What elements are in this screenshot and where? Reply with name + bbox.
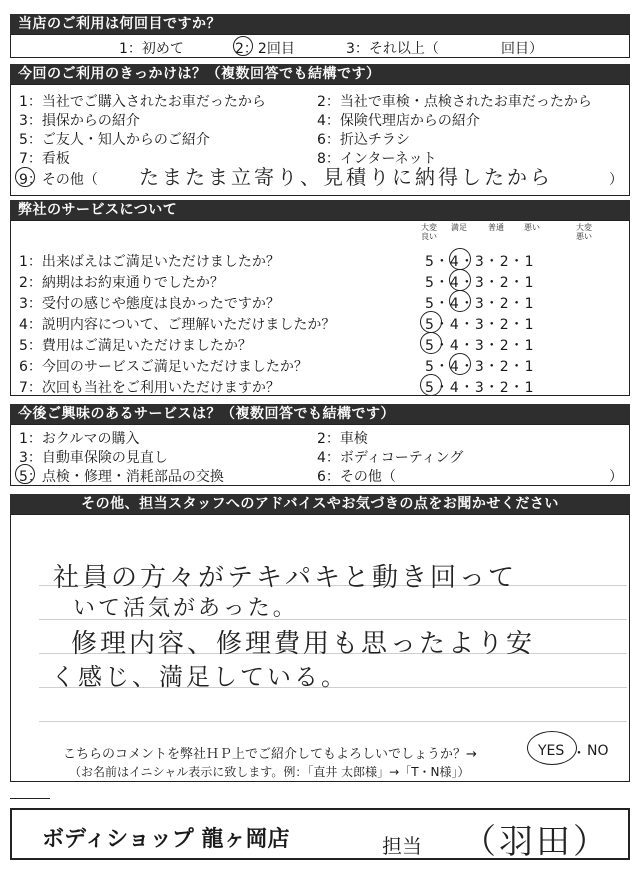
q2-option-5[interactable]: 5：ご友人・知人からのご紹介 (19, 132, 210, 148)
q4-option-6[interactable]: 6：その他（ (317, 469, 396, 485)
q4-option-2[interactable]: 2：車検 (317, 431, 368, 447)
scale-label-3: 普通 (488, 223, 504, 232)
comments-box (10, 514, 630, 782)
q2-header: 今回のご利用のきっかけは？（複数回答でも結構です） (10, 64, 630, 84)
q1-option-2[interactable]: 2：2回目 (235, 41, 295, 57)
comment-line-4: く感じ、満足している。 (51, 663, 348, 691)
q3-item-6-circle (449, 353, 471, 375)
q1-header: 当店のご利用は何回目ですか？ (10, 14, 630, 34)
q3-item-7: 7：次回も当社をご利用いただけますか？ (19, 380, 280, 396)
q3-item-6: 6：今回のサービスご満足いただけましたか？ (19, 359, 308, 375)
publish-no[interactable]: NO (587, 743, 609, 759)
q2-selected-circle (15, 167, 35, 187)
q3-box (10, 220, 630, 396)
q3-item-6-scale[interactable]: 5・4・3・2・1 (425, 359, 535, 375)
q3-item-2-circle (449, 269, 471, 291)
q3-item-4: 4：説明内容について、ご理解いただけましたか？ (19, 317, 336, 333)
q2-option-7[interactable]: 7：看板 (19, 151, 70, 167)
comments-header: その他、担当スタッフへのアドバイスやお気づきの点をお聞かせください (10, 494, 630, 514)
q2-option-3[interactable]: 3：損保からの紹介 (19, 113, 140, 129)
scale-label-4: 満足 (451, 223, 467, 232)
footer-top-line (10, 798, 50, 799)
q3-item-5-scale[interactable]: 5・4・3・2・1 (425, 338, 535, 354)
q1-selected-circle (233, 36, 253, 56)
shop-name: ボディショップ 龍ヶ岡店 (42, 827, 290, 852)
q2-option-8[interactable]: 8：インターネット (317, 151, 437, 167)
q3-item-3-circle (449, 290, 471, 312)
q3-item-3: 3：受付の感じや態度は良かったですか？ (19, 296, 280, 312)
staff-label: 担当 (382, 834, 422, 858)
q4-box (10, 424, 630, 486)
q3-item-7-circle (420, 374, 442, 396)
q1-option-3[interactable]: 3：それ以上（ (346, 41, 439, 57)
q3-item-5-circle (420, 332, 442, 354)
q2-option-4[interactable]: 4：保険代理店からの紹介 (317, 113, 480, 129)
q3-item-2-scale[interactable]: 5・4・3・2・1 (425, 275, 535, 291)
q2-other-close: ） (609, 172, 623, 188)
publish-question: こちらのコメントを弊社ＨＰ上でご紹介してもよろしいでしょうか？→ (63, 747, 477, 762)
q3-item-1-scale[interactable]: 5・4・3・2・1 (425, 254, 535, 270)
comment-line-1: 社員の方々がテキパキと動き回って (53, 563, 518, 593)
comment-line-3: 修理内容、修理費用も思ったより安 (71, 629, 536, 659)
q3-item-1-circle (449, 248, 471, 270)
q2-box (10, 84, 630, 196)
q1-option-1[interactable]: 1：初めて (119, 41, 184, 57)
publish-yes-circle (527, 731, 577, 765)
q3-item-4-scale[interactable]: 5・4・3・2・1 (425, 317, 535, 333)
q3-item-3-scale[interactable]: 5・4・3・2・1 (425, 296, 535, 312)
q2-option-6[interactable]: 6：折込チラシ (317, 132, 410, 148)
staff-signature: （羽田） (462, 822, 610, 862)
q2-option-1[interactable]: 1：当社でご購入されたお車だったから (19, 94, 266, 110)
publish-sep: ・ (572, 746, 586, 762)
q2-option-9[interactable]: 9：その他（ (19, 172, 98, 188)
q3-item-5: 5：費用はご満足いただけましたか？ (19, 338, 252, 354)
q4-option-3[interactable]: 3：自動車保険の見直し (19, 450, 168, 466)
q4-option-6-close: ） (609, 469, 623, 485)
scale-label-2: 悪い (524, 223, 540, 232)
q3-item-4-circle (420, 311, 442, 333)
q4-selected-circle (15, 464, 35, 484)
q2-other-handwritten: たまたま立寄り、見積りに納得したから (139, 165, 553, 189)
q4-option-4[interactable]: 4：ボディコーティング (317, 450, 464, 466)
comment-line-2: いて活気があった。 (73, 596, 298, 621)
footer-box (10, 808, 630, 860)
q2-option-2[interactable]: 2：当社で車検・点検されたお車だったから (317, 94, 592, 110)
q1-option-3-close: 回目） (501, 41, 543, 57)
initial-note: （お名前はイニシャル表示に致します。例：「直井 太郎様」→「T・N様」） (69, 765, 470, 779)
scale-label-5: 大変良い (421, 223, 437, 241)
q3-item-7-scale[interactable]: 5・4・3・2・1 (425, 380, 535, 396)
q4-option-5[interactable]: 5：点検・修理・消耗部品の交換 (19, 469, 224, 485)
q1-box (10, 34, 630, 58)
scale-label-1: 大変悪い (576, 223, 592, 241)
q4-header: 今後ご興味のあるサービスは？（複数回答でも結構です） (10, 404, 630, 424)
q3-header: 弊社のサービスについて (10, 200, 630, 220)
q3-item-2: 2：納期はお約束通りでしたか？ (19, 275, 224, 291)
comment-rule-5 (39, 721, 627, 722)
publish-yes[interactable]: YES (538, 743, 565, 759)
q3-item-1: 1：出来ばえはご満足いただけましたか？ (19, 254, 280, 270)
q4-option-1[interactable]: 1：おクルマの購入 (19, 431, 140, 447)
